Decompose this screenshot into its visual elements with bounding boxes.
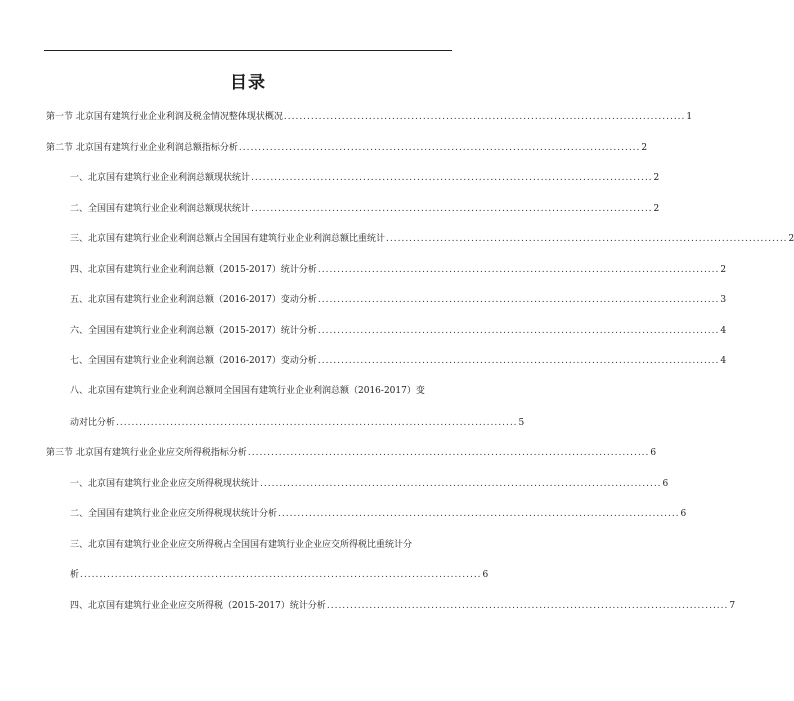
toc-entry-3-4[interactable] [70,600,736,612]
toc-entry-text: 一、北京国有建筑行业企业利润总额现状统计 [70,173,251,183]
toc-entry-text: 五、北京国有建筑行业企业利润总额（2016-2017）变动分析 [70,295,317,305]
toc-entry-3-3-line1[interactable]: 三、北京国有建筑行业企业应交所得税占全国国有建筑行业企业应交所得税比重统计分 [70,540,413,550]
toc-entry-3-2[interactable] [70,508,687,520]
toc-entry-text: 一、北京国有建筑行业企业应交所得税现状统计 [70,479,260,489]
toc-entry-section-2[interactable] [46,142,648,154]
toc-entry-2-4[interactable] [70,264,727,276]
leader-dots: ........................................................................................................ [116,418,518,428]
toc-entry-page: 2 [641,143,648,153]
toc-entry-2-3[interactable] [70,233,794,245]
leader-dots: ........................................................................................................ [278,509,680,519]
toc-entry-page: 6 [680,509,687,519]
leader-dots: ........................................................................................................ [326,601,729,611]
toc-entry-page: 2 [653,204,660,214]
leader-dots: ........................................................................................................ [247,448,650,458]
toc-entry-page: 6 [662,479,669,489]
toc-entry-2-1[interactable] [70,172,660,184]
toc-entry-text: 动对比分析 [70,418,116,428]
leader-dots: ........................................................................................................ [251,173,653,183]
toc-title: 目录 [230,73,266,93]
toc-entry-page: 6 [650,448,657,458]
leader-dots: ........................................................................................................ [238,143,641,153]
toc-entry-2-7[interactable] [70,355,727,367]
leader-dots: ........................................................................................................ [317,295,720,305]
toc-entry-2-5[interactable] [70,294,727,306]
toc-entry-page: 6 [482,570,489,580]
toc-entry-page: 1 [686,112,693,122]
leader-dots: ........................................................................................................ [317,326,720,336]
leader-dots: ........................................................................................................ [80,570,482,580]
toc-entry-text: 四、北京国有建筑行业企业利润总额（2015-2017）统计分析 [70,265,317,275]
toc-entry-text: 七、全国国有建筑行业企业利润总额（2016-2017）变动分析 [70,356,317,366]
toc-entry-page: 2 [720,265,727,275]
toc-entry-page: 2 [788,234,794,244]
toc-entry-section-3[interactable] [46,447,657,459]
toc-entry-2-2[interactable] [70,203,660,215]
toc-entry-text: 第二节 北京国有建筑行业企业利润总额指标分析 [46,143,238,153]
toc-entry-2-6[interactable] [70,325,727,337]
toc-entry-3-1[interactable] [70,478,669,490]
toc-entry-page: 4 [720,326,727,336]
leader-dots: ........................................................................................................ [283,112,686,122]
leader-dots: ........................................................................................................ [386,234,788,244]
toc-entry-page: 3 [720,295,727,305]
toc-entry-2-8-line1[interactable]: 八、北京国有建筑行业企业利润总额同全国国有建筑行业企业利润总额（2016-2017）变 [70,386,425,396]
toc-entry-text: 第一节 北京国有建筑行业企业利润及税金情况整体现状概况 [46,112,283,122]
toc-entry-text: 第三节 北京国有建筑行业企业应交所得税指标分析 [46,448,247,458]
toc-entry-text: 析 [70,570,80,580]
toc-entry-page: 7 [729,601,736,611]
toc-entry-text: 二、全国国有建筑行业企业利润总额现状统计 [70,204,251,214]
toc-entry-page: 5 [518,418,525,428]
toc-entry-page: 2 [653,173,660,183]
leader-dots: ........................................................................................................ [317,356,720,366]
toc-entry-2-8[interactable] [70,417,525,429]
toc-entry-text: 四、北京国有建筑行业企业应交所得税（2015-2017）统计分析 [70,601,326,611]
toc-entry-page: 4 [720,356,727,366]
leader-dots: ........................................................................................................ [317,265,720,275]
leader-dots: ........................................................................................................ [260,479,662,489]
leader-dots: ........................................................................................................ [251,204,653,214]
toc-entry-text: 六、全国国有建筑行业企业利润总额（2015-2017）统计分析 [70,326,317,336]
toc-entry-3-3[interactable] [70,569,489,581]
toc-entry-section-1[interactable] [46,111,693,123]
toc-entry-text: 三、北京国有建筑行业企业利润总额占全国国有建筑行业企业利润总额比重统计 [70,234,386,244]
toc-entry-text: 二、全国国有建筑行业企业应交所得税现状统计分析 [70,509,278,519]
